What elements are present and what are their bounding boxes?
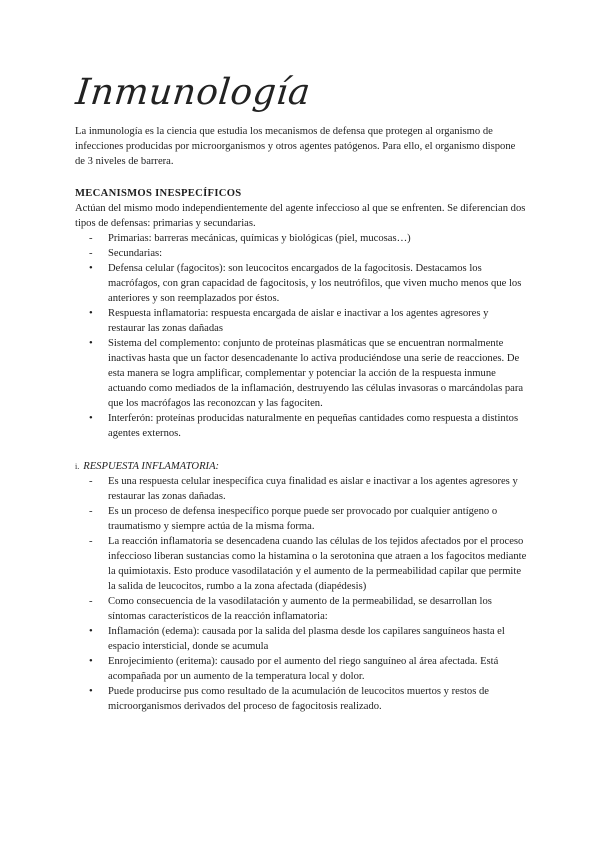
list-item-text: Interferón: proteínas producidas naturalmente en pequeñas cantidades como respuesta a distintos agentes externos. [108,413,519,439]
list-item [75,684,527,714]
section2-list [75,474,527,714]
list-item-text: Primarias: barreras mecánicas, químicas y biológicas (piel, mucosas…) [108,233,411,244]
bullet-marker: • [89,263,93,274]
list-item [75,474,527,504]
bullet-marker: • [89,686,93,697]
list-item [75,261,527,306]
list-item-text: Como consecuencia de la vasodilatación y aumento de la permeabilidad, se desarrollan los síntomas característicos de la reacción inflamatoria: [108,596,492,622]
dash-marker: - [89,596,93,607]
list-item [75,654,527,684]
dash-marker: - [89,506,93,517]
list-item [75,594,527,624]
list-item [75,246,527,261]
dash-marker: - [89,476,93,487]
list-item [75,411,527,441]
bullet-marker: • [89,413,93,424]
section-intro-text: Actúan del mismo modo independientemente del agente infeccioso al que se enfrenten. Se diferencian dos tipos de defensas: primarias y secundarias. [75,203,526,229]
document-body [75,124,527,714]
bullet-marker: • [89,656,93,667]
section-heading-mecanismos: MECANISMOS INESPECÍFICOS [75,188,242,199]
list-item [75,231,527,246]
list-item-text: Sistema del complemento: conjunto de proteínas plasmáticas que se encuentran normalmente inactivas hasta que un factor desencadenante lo activa produciéndose una serie de reacciones. De esta manera se logra amplificar, complementar y potenciar la acción de la respuesta inmune actuando como mediados de la inflamación, destruyendo las células invasoras o marcándolas para que los macrófagos las reconozcan y las fagociten. [108,338,524,409]
list-item [75,336,527,411]
list-item-text: La reacción inflamatoria se desencadena cuando las células de los tejidos afectados por el proceso infeccioso liberan sustancias como la histamina o la serotonina que atraen a los fagocitos mediante la quimiotaxis. Esto produce vasodilatación y el aumento de la permeabilidad capilar que permite la salida de leucocitos, rumbo a la zona afectada (diapédesis) [108,536,527,592]
bullet-marker: • [89,308,93,319]
list-item [75,306,527,336]
list-item-text: Puede producirse pus como resultado de la acumulación de leucocitos muertos y restos de microorganismos derivados del proceso de fagocitosis realizado. [108,686,489,712]
list-item [75,504,527,534]
section-number: i. [75,462,80,471]
list-item-text: Defensa celular (fagocitos): son leucocitos encargados de la fagocitosis. Destacamos los macrófagos, con gran capacidad de fagocitosis, y los neutrófilos, que viven mucho menos que los anteriores y son reemplazados por éstos. [108,263,522,304]
list-item-text: Es un proceso de defensa inespecífico porque puede ser provocado por cualquier antígeno o traumatismo y siempre actúa de la misma forma. [108,506,498,532]
intro-paragraph: La inmunología es la ciencia que estudia los mecanismos de defensa que protegen al organismo de infecciones producidas por microorganismos y otros agentes patógenos. Para ello, el organismo dispone de 3 niveles de barrera. [75,126,516,167]
page-title: Inmunología [73,72,313,113]
list-item [75,534,527,594]
section1-list [75,231,527,441]
list-item [75,624,527,654]
list-item-text: Respuesta inflamatoria: respuesta encargada de aislar e inactivar a los agentes agresores y restaurar las zonas dañadas [108,308,489,334]
section-heading-text: RESPUESTA INFLAMATORIA: [83,461,220,472]
list-item-text: Es una respuesta celular inespecífica cuya finalidad es aislar e inactivar a los agentes agresores y restaurar las zonas dañadas. [108,476,518,502]
list-item-text: Inflamación (edema): causada por la salida del plasma desde los capilares sanguíneos hasta el espacio intersticial, donde se acumula [108,626,505,652]
bullet-marker: • [89,338,93,349]
list-item-text: Enrojecimiento (eritema): causado por el aumento del riego sanguíneo al área afectada. Está acompañada por un aumento de la temperatura local y dolor. [108,656,499,682]
dash-marker: - [89,248,93,259]
dash-marker: - [89,536,93,547]
dash-marker: - [89,233,93,244]
bullet-marker: • [89,626,93,637]
list-item-text: Secundarias: [108,248,163,259]
section-heading-respuesta [75,459,527,474]
